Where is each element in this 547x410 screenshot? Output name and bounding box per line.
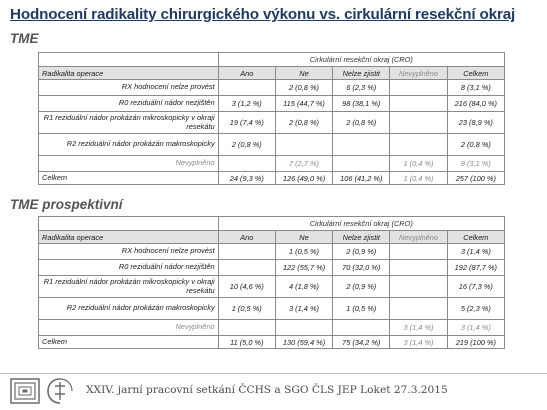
cell-ano: 10 (4,6 %) bbox=[218, 276, 275, 298]
table-row bbox=[39, 96, 505, 112]
table-caption-row bbox=[39, 217, 505, 231]
cell-ne bbox=[275, 320, 332, 336]
cell-nelze bbox=[333, 320, 390, 336]
cell-nelze: 106 (41,2 %) bbox=[333, 172, 390, 185]
col-header-nelze: Nelze zjistit bbox=[333, 231, 390, 244]
cell-nevyplneno bbox=[390, 80, 447, 96]
cell-ano bbox=[218, 80, 275, 96]
cell-nelze: 2 (0,9 %) bbox=[333, 244, 390, 260]
cell-ne: 3 (1,4 %) bbox=[275, 298, 332, 320]
table-total-row bbox=[39, 336, 505, 349]
cell-celkem: 2 (0,8 %) bbox=[447, 134, 504, 156]
cell-ano: 1 (0,5 %) bbox=[218, 298, 275, 320]
cell-nelze: 98 (38,1 %) bbox=[333, 96, 390, 112]
row-label: Celkem bbox=[39, 336, 219, 349]
cell-nevyplneno bbox=[390, 134, 447, 156]
table-header-row bbox=[39, 231, 505, 244]
cell-nelze: 70 (32,0 %) bbox=[333, 260, 390, 276]
table-row bbox=[39, 80, 505, 96]
col-header-radikalita: Radikalita operace bbox=[39, 231, 219, 244]
table-tme bbox=[38, 52, 505, 185]
society-logo-icon bbox=[10, 378, 40, 404]
cell-nevyplneno: 3 (1,4 %) bbox=[390, 336, 447, 349]
row-label: RX hodnocení nelze provést bbox=[39, 80, 219, 96]
sgo-logo-icon bbox=[44, 376, 76, 406]
cro-caption: Cirkulární resekční okraj (CRO) bbox=[218, 217, 504, 231]
cell-nelze: 1 (0,5 %) bbox=[333, 298, 390, 320]
empty-cell bbox=[39, 217, 219, 231]
cell-celkem: 16 (7,3 %) bbox=[447, 276, 504, 298]
cell-ne: 2 (0,8 %) bbox=[275, 80, 332, 96]
col-header-nelze: Nelze zjistit bbox=[333, 67, 390, 80]
cell-ne: 122 (55,7 %) bbox=[275, 260, 332, 276]
table-row bbox=[39, 298, 505, 320]
cell-ne: 7 (2,7 %) bbox=[275, 156, 332, 172]
cell-nevyplneno bbox=[390, 244, 447, 260]
cell-nevyplneno: 1 (0,4 %) bbox=[390, 156, 447, 172]
cell-nevyplneno bbox=[390, 260, 447, 276]
cell-nevyplneno bbox=[390, 112, 447, 134]
cell-nelze: 75 (34,2 %) bbox=[333, 336, 390, 349]
cell-nevyplneno: 1 (0,4 %) bbox=[390, 172, 447, 185]
cell-nevyplneno bbox=[390, 276, 447, 298]
col-header-celkem: Celkem bbox=[447, 67, 504, 80]
col-header-ano: Ano bbox=[218, 67, 275, 80]
col-header-nevyplneno: Nevyplněno bbox=[390, 67, 447, 80]
table-row bbox=[39, 112, 505, 134]
cell-ano: 24 (9,3 %) bbox=[218, 172, 275, 185]
cell-celkem: 3 (1,4 %) bbox=[447, 320, 504, 336]
cell-ne: 115 (44,7 %) bbox=[275, 96, 332, 112]
col-header-ne: Ne bbox=[275, 67, 332, 80]
row-label: R1 reziduální nádor prokázán mikroskopicky v okraji resekátu bbox=[39, 276, 219, 298]
cell-ne: 1 (0,5 %) bbox=[275, 244, 332, 260]
section-label-tme: TME bbox=[10, 31, 39, 46]
cell-celkem: 5 (2,3 %) bbox=[447, 298, 504, 320]
cell-ano bbox=[218, 260, 275, 276]
cell-ne bbox=[275, 134, 332, 156]
table-header-row bbox=[39, 67, 505, 80]
cell-celkem: 3 (1,4 %) bbox=[447, 244, 504, 260]
cell-celkem: 192 (87,7 %) bbox=[447, 260, 504, 276]
col-header-ne: Ne bbox=[275, 231, 332, 244]
table-caption-row bbox=[39, 53, 505, 67]
row-label: R1 reziduální nádor prokázán mikroskopicky v okraji resekátu bbox=[39, 112, 219, 134]
cell-celkem: 216 (84,0 %) bbox=[447, 96, 504, 112]
cro-caption: Cirkulární resekční okraj (CRO) bbox=[218, 53, 504, 67]
row-label: R0 reziduální nádor nezjištěn bbox=[39, 260, 219, 276]
cell-ano: 2 (0,8 %) bbox=[218, 134, 275, 156]
col-header-nevyplneno: Nevyplněno bbox=[390, 231, 447, 244]
col-header-celkem: Celkem bbox=[447, 231, 504, 244]
row-label: R0 reziduální nádor nezjištěn bbox=[39, 96, 219, 112]
cell-ano: 11 (5,0 %) bbox=[218, 336, 275, 349]
cell-ano bbox=[218, 320, 275, 336]
table-row bbox=[39, 320, 505, 336]
empty-cell bbox=[39, 53, 219, 67]
table-row bbox=[39, 244, 505, 260]
row-label: Nevyplněno bbox=[39, 156, 219, 172]
table-row bbox=[39, 134, 505, 156]
row-label: Celkem bbox=[39, 172, 219, 185]
row-label: RX hodnocení nelze provést bbox=[39, 244, 219, 260]
cell-nelze: 2 (0,8 %) bbox=[333, 112, 390, 134]
cell-ano: 3 (1,2 %) bbox=[218, 96, 275, 112]
table-total-row bbox=[39, 172, 505, 185]
cell-celkem: 23 (8,9 %) bbox=[447, 112, 504, 134]
section-label-prospektivni: TME prospektivní bbox=[10, 197, 123, 212]
cell-nevyplneno: 3 (1,4 %) bbox=[390, 320, 447, 336]
cell-nevyplneno bbox=[390, 96, 447, 112]
table-row bbox=[39, 276, 505, 298]
table-tme-prospektivni bbox=[38, 216, 505, 349]
table-row bbox=[39, 156, 505, 172]
footer-text: XXIV. jarní pracovní setkání ČCHS a SGO ČLS JEP Loket 27.3.2015 bbox=[86, 384, 448, 396]
row-label: R2 reziduální nádor prokázán makroskopicky bbox=[39, 298, 219, 320]
cell-celkem: 219 (100 %) bbox=[447, 336, 504, 349]
cell-nelze bbox=[333, 156, 390, 172]
cell-celkem: 257 (100 %) bbox=[447, 172, 504, 185]
cell-ne: 4 (1,8 %) bbox=[275, 276, 332, 298]
col-header-radikalita: Radikalita operace bbox=[39, 67, 219, 80]
cell-ano: 19 (7,4 %) bbox=[218, 112, 275, 134]
cell-ano bbox=[218, 156, 275, 172]
cell-ne: 126 (49,0 %) bbox=[275, 172, 332, 185]
cell-nevyplneno bbox=[390, 298, 447, 320]
page-title: Hodnocení radikality chirurgického výkonu vs. cirkulární resekční okraj bbox=[10, 6, 516, 23]
cell-ne: 130 (59,4 %) bbox=[275, 336, 332, 349]
cell-celkem: 8 (3,1 %) bbox=[447, 156, 504, 172]
cell-ano bbox=[218, 244, 275, 260]
cell-nelze: 6 (2,3 %) bbox=[333, 80, 390, 96]
row-label: Nevyplněno bbox=[39, 320, 219, 336]
footer-divider bbox=[0, 373, 547, 374]
cell-ne: 2 (0,8 %) bbox=[275, 112, 332, 134]
cell-nelze: 2 (0,9 %) bbox=[333, 276, 390, 298]
cell-nelze bbox=[333, 134, 390, 156]
table-row bbox=[39, 260, 505, 276]
cell-celkem: 8 (3,1 %) bbox=[447, 80, 504, 96]
col-header-ano: Ano bbox=[218, 231, 275, 244]
row-label: R2 reziduální nádor prokázán makroskopicky bbox=[39, 134, 219, 156]
